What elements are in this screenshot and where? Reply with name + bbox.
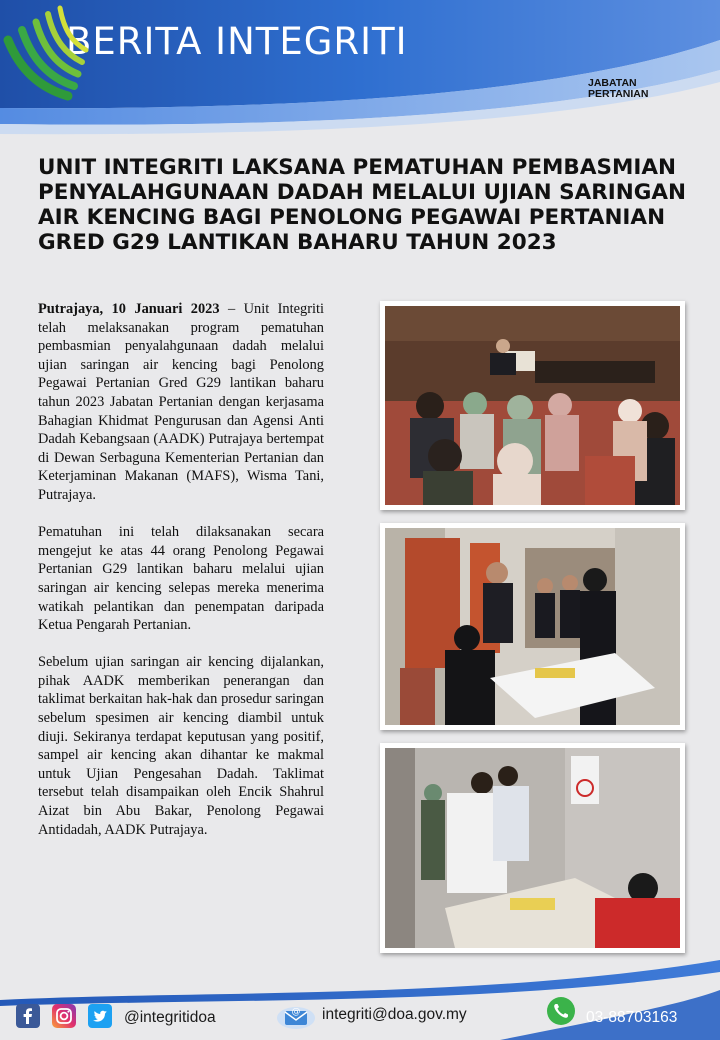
header-banner bbox=[0, 0, 720, 150]
article-headline: UNIT INTEGRITI LAKSANA PEMATUHAN PEMBASMIAN PENYALAHGUNAAN DADAH MELALUI UJIAN SARINGAN AIR KENCING BAGI PENOLONG PEGAWAI PERTANIAN GRED G29 LANTIKAN BAHARU TAHUN 2023 bbox=[38, 155, 687, 255]
photo-briefing-hall bbox=[380, 301, 685, 510]
jabatan-pertanian-logo-icon bbox=[0, 0, 180, 110]
logo-text-line2: PERTANIAN bbox=[588, 88, 649, 100]
photo-urine-screening bbox=[380, 743, 685, 953]
email-icon[interactable] bbox=[276, 1002, 316, 1030]
photo-registration-table bbox=[380, 523, 685, 730]
logo-text-line1: JABATAN bbox=[588, 77, 637, 89]
photo-registration-table-image bbox=[385, 528, 680, 725]
article-paragraph-2: Pematuhan ini telah dilaksanakan secara mengejut ke atas 44 orang Penolong Pegawai Pertanian G29 lantikan baharu melalui ujian saringan air kencing selepas mereka menerima watikah pelantikan dan penempatan daripada Ketua Pengarah Pertanian. bbox=[38, 524, 324, 634]
article-paragraph-1-text: – Unit Integriti telah melaksanakan program pematuhan pembasmian penyalahgunaan dadah melalui ujian saringan air kencing bagi Penolong Pegawai Pertanian Gred G29 lantikan baharu tahun 2023 Jabatan Pertanian dengan kerjasama Bahagian Khidmat Pengurusan dan Agensi Anti Dadah Kebangsaan (AADK) Putrajaya bertempat di Dewan Serbaguna Kementerian Pertanian dan Keterjaminan Makanan (MAFS), Wisma Tani, Putrajaya. bbox=[38, 301, 324, 503]
logo-text bbox=[588, 78, 648, 100]
email-address[interactable]: integriti@doa.gov.my bbox=[322, 1006, 467, 1023]
phone-icon[interactable] bbox=[546, 996, 576, 1026]
instagram-icon[interactable] bbox=[52, 1004, 76, 1028]
facebook-icon[interactable] bbox=[16, 1004, 40, 1028]
phone-number[interactable]: 03-88703163 bbox=[586, 1009, 678, 1026]
footer bbox=[0, 960, 720, 1040]
banner-title: BERITA INTEGRITI bbox=[66, 20, 408, 63]
photo-briefing-hall-image bbox=[385, 306, 680, 505]
twitter-icon[interactable] bbox=[88, 1004, 112, 1028]
article-dateline: Putrajaya, 10 Januari 2023 bbox=[38, 301, 220, 317]
article-paragraph-3: Sebelum ujian saringan air kencing dijalankan, pihak AADK memberikan penerangan dan taklimat berkaitan hak-hak dan prosedur saringan sebelum spesimen air kencing diambil untuk diuji. Sekiranya terdapat keputusan yang positif, sampel air kencing akan dihantar ke makmal untuk Ujian Pengesahan Dadah. Taklimat tersebut telah disampaikan oleh Encik Shahrul Aizat bin Abu Bakar, Penolong Pegawai Antidadah, AADK Putrajaya. bbox=[38, 654, 324, 838]
svg-text:@: @ bbox=[291, 1007, 301, 1017]
article-paragraph-1 bbox=[38, 300, 324, 505]
photo-urine-screening-image bbox=[385, 748, 680, 948]
footer-background bbox=[0, 960, 720, 1040]
article-body bbox=[38, 300, 324, 858]
social-handle[interactable]: @integritidoa bbox=[124, 1009, 216, 1026]
